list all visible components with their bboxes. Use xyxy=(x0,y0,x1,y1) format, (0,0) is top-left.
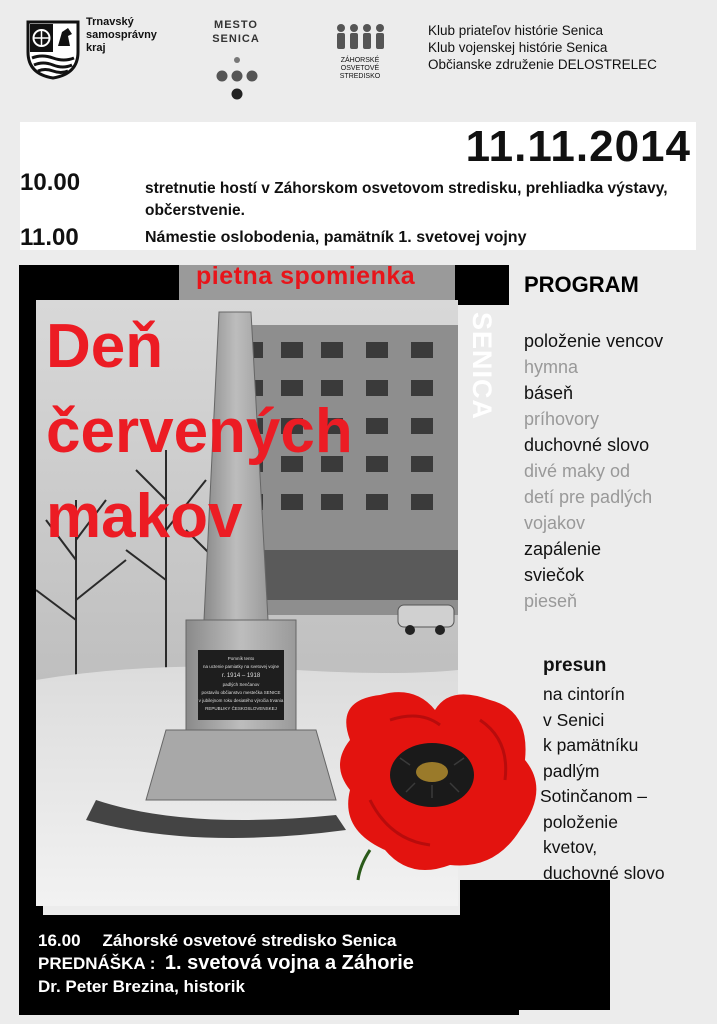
presun-line: kvetov, xyxy=(543,837,598,857)
lecture-title: 1. svetová vojna a Záhorie xyxy=(164,952,414,974)
presun-line: k pamätníku xyxy=(543,735,639,755)
inscription-line-7: REPUBLIKY ČESKOSLOVENSKEJ xyxy=(205,706,277,711)
time-1: 10.00 xyxy=(20,169,81,196)
event-title xyxy=(46,304,353,559)
zos-logo xyxy=(332,22,388,80)
organizers-list xyxy=(428,22,657,73)
presun-line: na cintorín xyxy=(543,684,625,704)
program-item: divé maky od xyxy=(524,461,631,481)
program-list xyxy=(524,328,663,614)
program-item: vojakov xyxy=(524,513,586,533)
zos-logo-line-1: ZÁHORSKÉ xyxy=(340,57,380,64)
trnava-region-coat-of-arms xyxy=(24,18,82,80)
organizer-2: Klub vojenskej histórie Senica xyxy=(428,40,608,55)
inscription-line-1: Pomník tento xyxy=(227,656,255,661)
title-line-1: Deň xyxy=(46,312,164,381)
program-item: duchovné slovo xyxy=(524,435,650,455)
presun-heading: presun xyxy=(543,655,607,676)
speaker-role: , historik xyxy=(174,977,245,996)
title-line-2: červených xyxy=(46,397,353,466)
program-item: príhovory xyxy=(524,409,600,429)
mesto-senica-logo xyxy=(214,52,260,104)
mesto-senica-text: MESTO SENICA xyxy=(212,19,260,45)
time-2: 11.00 xyxy=(20,224,79,251)
presun-line: položenie xyxy=(543,811,618,832)
trnava-region-name: Trnavský samosprávny kraj xyxy=(86,16,157,54)
inscription-line-5: postavilo občianstvo mestečka SENICE xyxy=(201,690,281,695)
presun-line: padlým xyxy=(543,760,600,781)
description-2: Námestie oslobodenia, pamätník 1. svetovej vojny xyxy=(145,229,527,246)
organizer-1: Klub priateľov histórie Senica xyxy=(428,23,604,38)
program-item: zapálenie xyxy=(524,539,602,559)
program-item: sviečok xyxy=(524,565,585,585)
event-date: 11.11.2014 xyxy=(465,122,691,171)
lecture-time: 16.00 xyxy=(38,931,81,950)
title-line-3: makov xyxy=(46,482,243,551)
subtitle-pietna-spomienka: pietna spomienka xyxy=(196,262,416,290)
organizer-3: Občianske združenie DELOSTRELEC xyxy=(428,57,657,72)
presun-line: duchovné slovo xyxy=(543,862,665,883)
city-vertical-label: SENICA xyxy=(467,312,497,421)
program-heading: PROGRAM xyxy=(524,272,639,297)
inscription-line-6: v jubilejnom roku desiatého výročia trvania xyxy=(198,698,284,703)
program-item: pieseň xyxy=(524,591,578,611)
inscription-line-2: na uctenie pamiatky na svetovej vojne xyxy=(202,664,280,669)
description-1: stretnutie hostí v Záhorskom osvetovom stredisku, prehliadka výstavy, občerstvenie. xyxy=(145,180,668,219)
presun-line: v Senici xyxy=(543,709,605,730)
zos-logo-line-3: STREDISKO xyxy=(339,73,381,80)
inscription-line-3: r. 1914 – 1918 xyxy=(221,673,261,679)
speaker-name: Dr. Peter Brezina xyxy=(38,977,175,996)
lecture-venue: Záhorské osvetové stredisko Senica xyxy=(102,931,397,950)
presun-list xyxy=(518,682,665,886)
black-frame-top-right xyxy=(455,265,509,305)
program-item: detí pre padlých xyxy=(524,487,653,507)
program-item: hymna xyxy=(524,357,579,377)
black-frame-top-left xyxy=(19,265,179,303)
lecture-info xyxy=(38,929,414,998)
program-item: položenie vencov xyxy=(524,331,664,351)
zos-logo-line-2: OSVETOVÉ xyxy=(340,65,380,72)
program-item: báseň xyxy=(524,383,574,403)
lecture-label: PREDNÁŠKA : xyxy=(38,954,156,973)
inscription-line-4: padlých Senčanov xyxy=(222,682,260,687)
presun-line: Sotinčanom – xyxy=(540,786,648,806)
